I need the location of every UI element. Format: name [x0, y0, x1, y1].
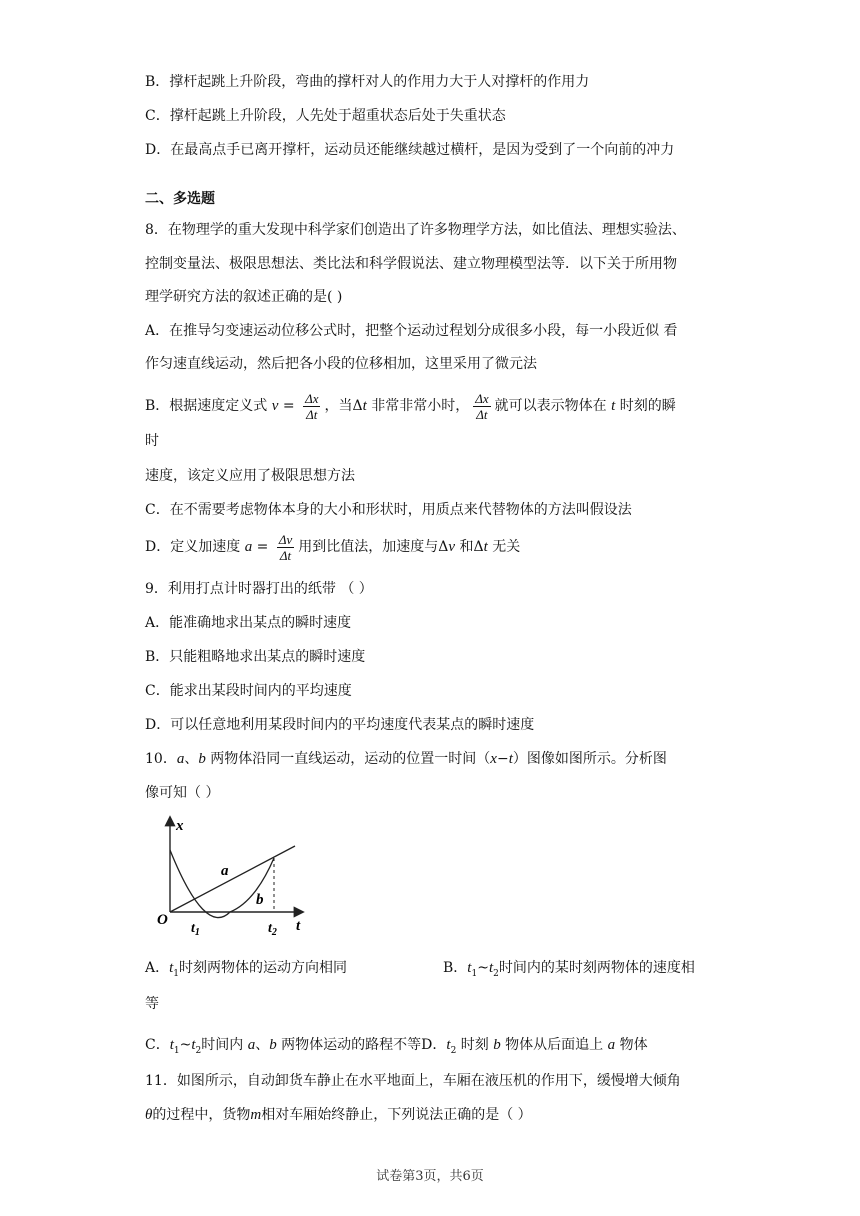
separator: 、 [255, 1037, 270, 1053]
q8b-text-mid: ，当Δ [324, 398, 363, 414]
var-a: a [607, 1037, 616, 1053]
q9-stem: 9．利用打点计时器打出的纸带 （ ） [145, 581, 373, 597]
equals-sign: = [278, 398, 300, 414]
q7-option-b: B．撑杆起跳上升阶段，弯曲的撑杆对人的作用力大于人对撑杆的作用力 [145, 74, 590, 90]
var-a: a [244, 539, 253, 555]
q8-stem-line2: 控制变量法、极限思想法、类比法和科学假说法、建立物理模型法等．以下关于所用物 [145, 256, 677, 272]
subscript: 2 [195, 1045, 202, 1056]
var-t: t [191, 1037, 196, 1053]
q7-option-d: D．在最高点手已离开撑杆，运动员还能继续越过横杆，是因为受到了一个向前的冲力 [145, 142, 675, 158]
q8d-text: D．定义加速度 [145, 539, 245, 555]
frac-denominator: Δt [476, 406, 488, 422]
q10-option-a [145, 958, 347, 984]
minus-sign: − [496, 751, 509, 767]
q8-option-a-line2: 作匀速直线运动，然后把各小段的位移相加，这里采用了微元法 [145, 356, 537, 372]
axis-t-label: t [296, 918, 301, 934]
subscript: 2 [450, 1045, 457, 1056]
page-footer: 试卷第3页，共6页 [376, 1169, 484, 1184]
q10a-text: 时刻两物体的运动方向相同 [179, 960, 348, 976]
var-b: b [269, 1037, 277, 1053]
q8-stem-line3: 理学研究方法的叙述正确的是( ) [145, 289, 343, 305]
q8d-text-and: 和Δ [455, 539, 484, 555]
subscript: 1 [173, 968, 180, 979]
label-b: b [256, 892, 264, 908]
q8-stem-line1: 8．在物理学的重大发现中科学家们创造出了许多物理学方法，如比值法、理想实验法、 [145, 222, 686, 238]
q10b-text: 时间内的某时刻两物体的速度相 [498, 960, 695, 976]
q8b-text-post: 就可以表示物体在 [494, 398, 612, 414]
section-title: 二、多选题 [145, 191, 215, 207]
fraction-dv-dt [277, 532, 294, 563]
q8-option-d [145, 530, 520, 564]
q9-option-c: C．能求出某段时间内的平均速度 [145, 683, 352, 699]
t2-label: $t_2$ [268, 921, 277, 937]
q11-stem-line2 [145, 1105, 532, 1125]
option-letter: B． [443, 960, 468, 976]
t1-label: $t_1$ [191, 921, 200, 937]
q10-option-b [443, 958, 695, 984]
q8-option-b-line2: 时 [145, 433, 159, 449]
var-t: t [467, 960, 472, 976]
q8b-text-end: 时刻的瞬 [615, 398, 676, 414]
var-t: t [508, 751, 513, 767]
subscript: 1 [471, 968, 478, 979]
var-t: t [483, 539, 488, 555]
frac-numerator: Δx [305, 390, 319, 406]
line-a [170, 846, 295, 912]
q8d-text-post: 用到比值法，加速度与Δ [298, 539, 449, 555]
subscript: 2 [493, 968, 499, 979]
q8-option-c: C．在不需要考虑物体本身的大小和形状时，用质点来代替物体的方法叫假设法 [145, 502, 632, 518]
label-a: a [221, 863, 229, 879]
frac-denominator: Δt [279, 547, 292, 563]
var-m: m [250, 1107, 262, 1123]
q8-option-b-line1 [145, 389, 676, 423]
q8d-text-end: 无关 [487, 539, 521, 555]
var-t: t [488, 960, 494, 976]
var-v: v [271, 398, 279, 414]
tilde: ~ [477, 960, 489, 976]
q8b-text: B．根据速度定义式 [145, 398, 272, 414]
origin-label: O [157, 912, 168, 928]
q8b-text-mid2: 非常非常小时， [366, 398, 470, 414]
q10-option-b-cont: 等 [145, 996, 159, 1012]
tilde: ~ [179, 1037, 192, 1053]
subscript: 1 [173, 1045, 180, 1056]
q11-stem-line1: 11．如图所示，自动卸货车静止在水平地面上，车厢在液压机的作用下，缓慢增大倾角 [145, 1073, 681, 1089]
frac-denominator: Δt [306, 406, 318, 422]
option-letter: D． [421, 1037, 447, 1053]
q10d-text3: 物体 [615, 1037, 648, 1053]
q10d-text2: 物体从后面追上 [500, 1037, 608, 1053]
equals-sign: = [252, 539, 273, 555]
var-a: a [247, 1037, 256, 1053]
q10-stem-line1 [145, 749, 667, 769]
q10c-text1: 时间内 [201, 1037, 248, 1053]
option-letter: A． [145, 960, 170, 976]
q10-text: 两物体沿同一直线运动，运动的位置一时间（ [205, 751, 491, 767]
var-t: t [169, 1037, 174, 1053]
var-v: v [448, 539, 456, 555]
q10c-text2: 两物体运动的路程不等 [276, 1037, 422, 1053]
var-b: b [493, 1037, 501, 1053]
q8-option-b-line3: 速度，该定义应用了极限思想方法 [145, 468, 355, 484]
q10-stem-line2: 像可知（ ） [145, 785, 220, 801]
q11-text2: 相对车厢始终静止，下列说法正确的是（ ） [261, 1107, 532, 1123]
var-t: t [611, 398, 616, 414]
q10-text2: ）图像如图所示。分析图 [512, 751, 667, 767]
xt-graph [150, 812, 315, 937]
var-b: b [198, 751, 206, 767]
option-letter: C． [145, 1037, 170, 1053]
q11-text1: 的过程中，货物 [152, 1107, 251, 1123]
separator: 、 [184, 751, 199, 767]
var-a: a [176, 751, 185, 767]
axis-x-label: x [176, 818, 184, 834]
q9-option-b: B．只能粗略地求出某点的瞬时速度 [145, 649, 366, 665]
var-t: t [169, 960, 174, 976]
fraction-dx-dt [303, 391, 320, 422]
var-x: x [490, 751, 497, 767]
var-theta: θ [145, 1107, 153, 1123]
var-t: t [446, 1037, 451, 1053]
q10-number: 10． [145, 751, 177, 767]
fraction-dx-dt-2 [473, 391, 490, 422]
q10d-text1: 时刻 [456, 1037, 494, 1053]
q7-option-c: C．撑杆起跳上升阶段，人先处于超重状态后处于失重状态 [145, 108, 506, 124]
q9-option-a: A．能准确地求出某点的瞬时速度 [145, 615, 352, 631]
q8-option-a-line1: A．在推导匀变速运动位移公式时，把整个运动过程划分成很多小段，每一小段近似 看 [145, 323, 678, 339]
frac-numerator: Δx [475, 390, 489, 406]
q9-option-d: D．可以任意地利用某段时间内的平均速度代表某点的瞬时速度 [145, 717, 535, 733]
q10-option-c [145, 1035, 648, 1061]
frac-numerator: Δv [278, 531, 293, 547]
var-t: t [362, 398, 367, 414]
